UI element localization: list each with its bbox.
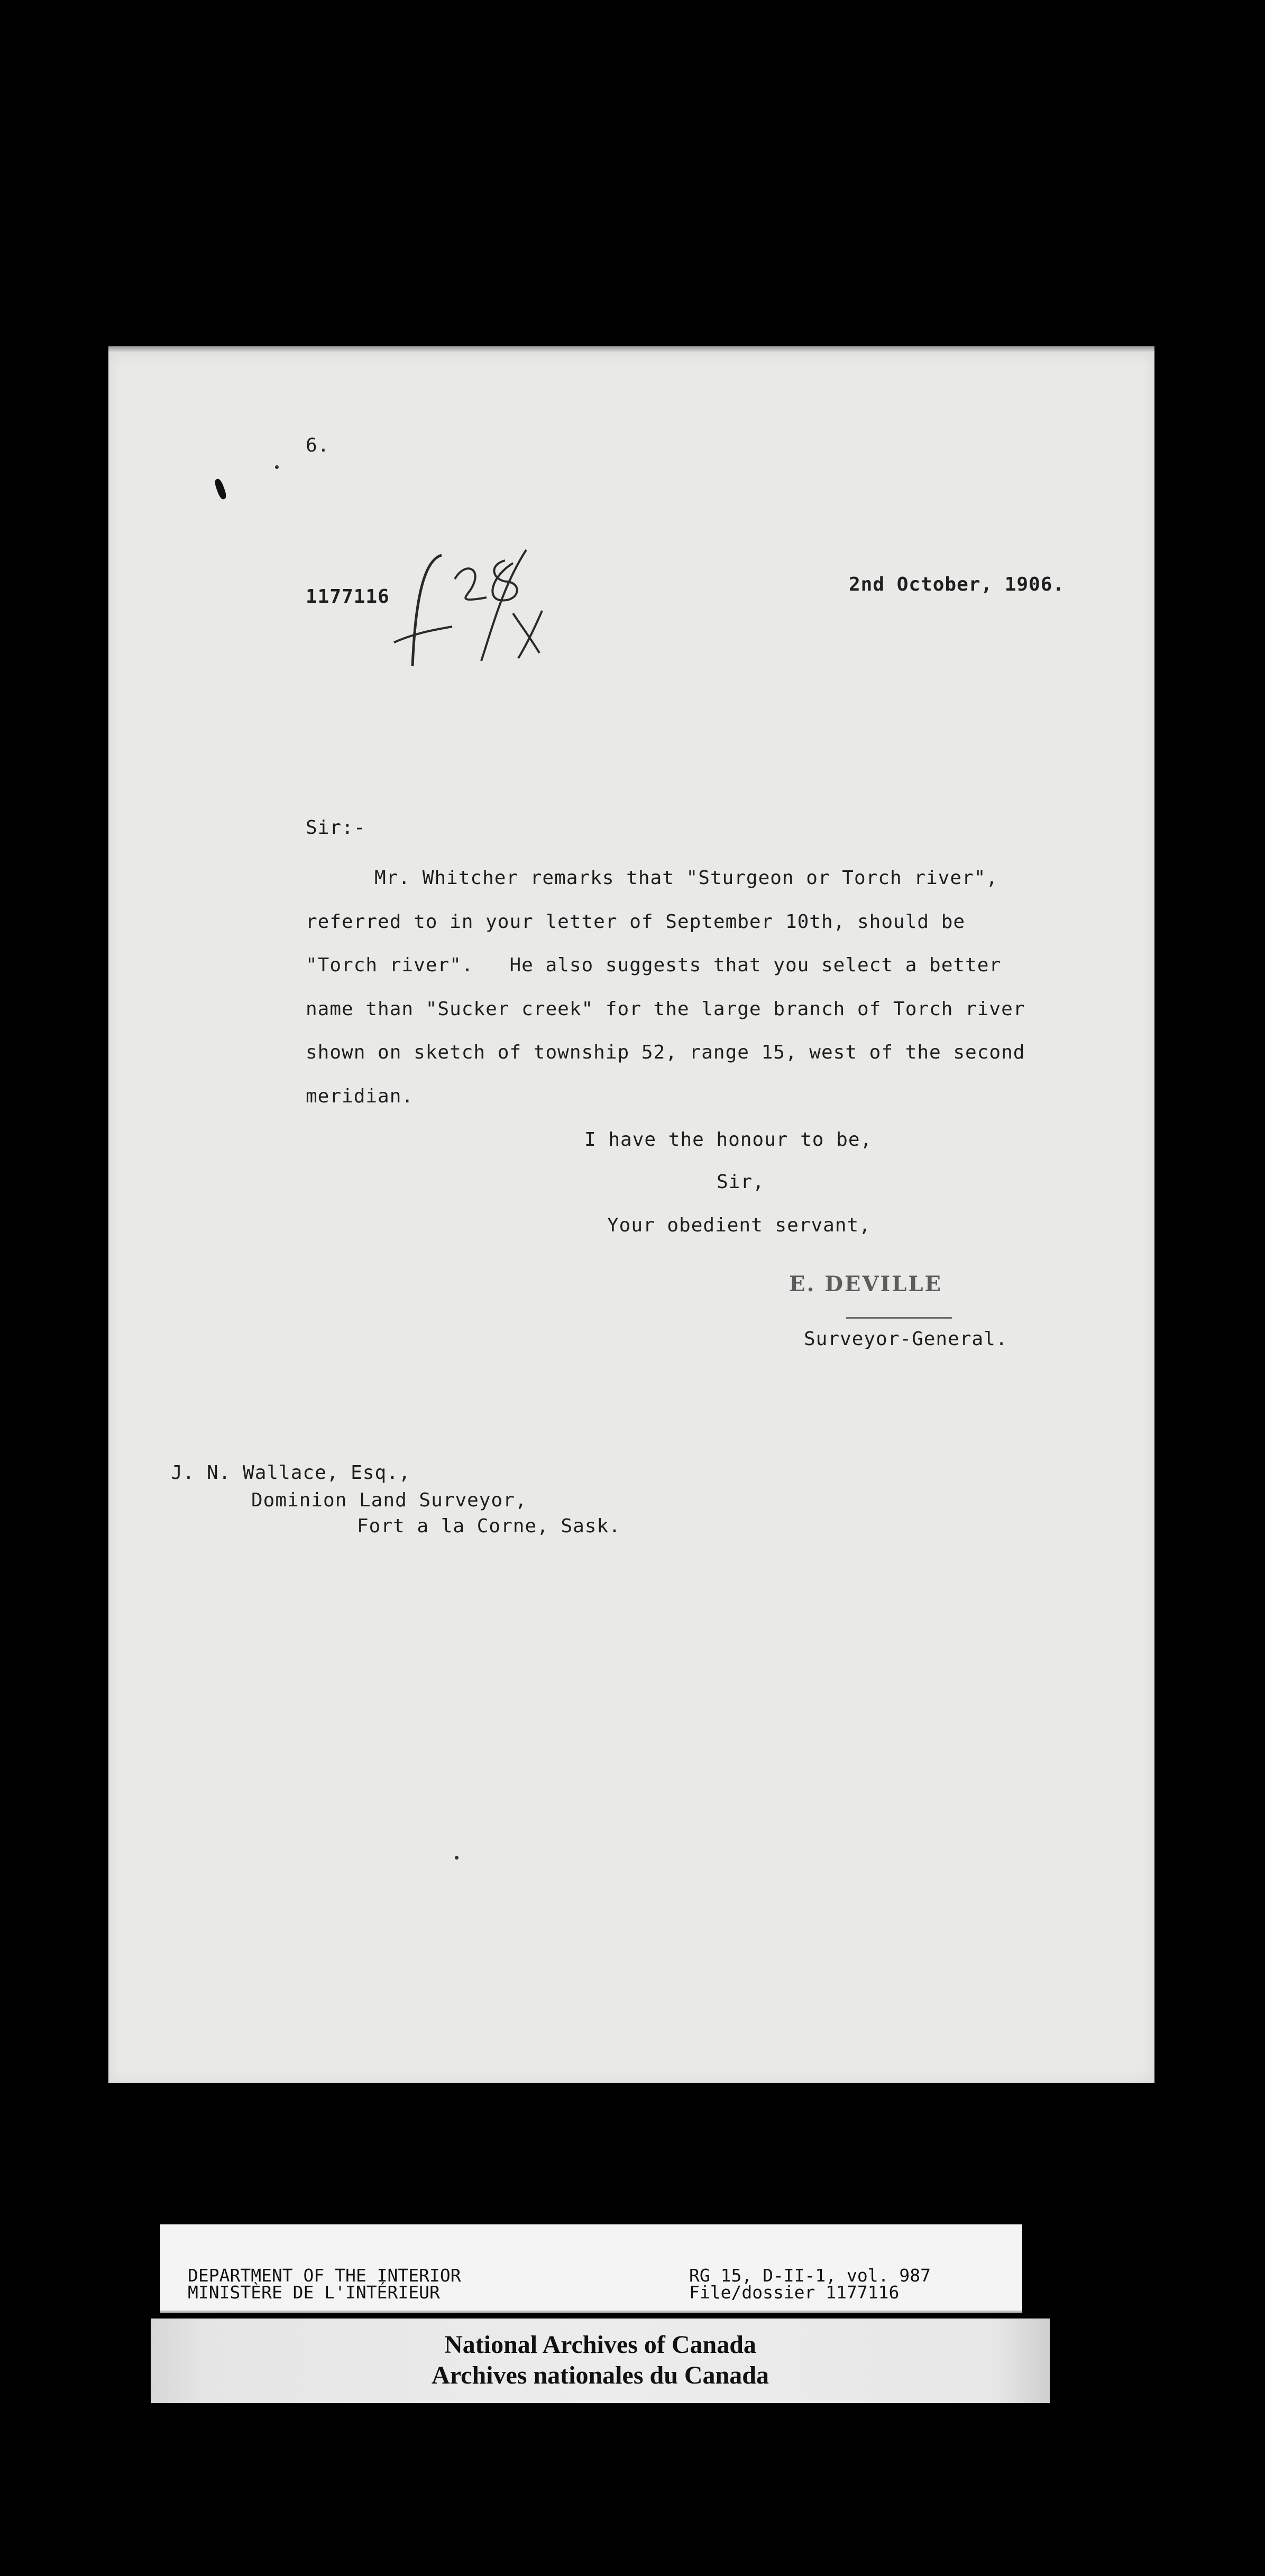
body-line: referred to in your letter of September 10th, should be	[306, 911, 966, 933]
file-number: 1177116	[306, 586, 390, 608]
department-fr: MINISTÈRE DE L'INTÉRIEUR	[188, 2282, 440, 2303]
ink-dot	[455, 1856, 459, 1860]
body-line: name than "Sucker creek" for the large branch of Torch river	[306, 998, 1025, 1020]
ink-dot	[275, 465, 279, 469]
signature-stamp: E. DEVILLE	[789, 1272, 942, 1296]
signature-underline	[846, 1317, 952, 1319]
body-line: Mr. Whitcher remarks that "Sturgeon or Torch river",	[374, 867, 998, 889]
department-en: DEPARTMENT OF THE INTERIOR	[188, 2265, 461, 2286]
handwritten-annotation	[391, 539, 566, 682]
closing-line: Your obedient servant,	[607, 1215, 871, 1236]
address-line: J. N. Wallace, Esq.,	[171, 1462, 411, 1484]
address-line: Fort a la Corne, Sask.	[357, 1515, 621, 1537]
closing-line: I have the honour to be,	[584, 1129, 873, 1151]
body-line: meridian.	[306, 1085, 414, 1107]
body-line: shown on sketch of township 52, range 15, west of the second	[306, 1042, 1025, 1063]
signer-title: Surveyor-General.	[804, 1328, 1008, 1350]
letter-date: 2nd October, 1906.	[849, 574, 1065, 595]
salutation: Sir:-	[306, 817, 366, 839]
archive-reference-label	[160, 2224, 1022, 2313]
closing-line: Sir,	[717, 1171, 765, 1193]
archives-name-fr: Archives nationales du Canada	[432, 2361, 769, 2389]
archives-label	[151, 2319, 1050, 2403]
address-line: Dominion Land Surveyor,	[251, 1489, 527, 1511]
body-line: "Torch river". He also suggests that you select a better	[306, 954, 1002, 976]
file-dossier: File/dossier 1177116	[689, 2282, 900, 2303]
archive-reference: RG 15, D-II-1, vol. 987	[689, 2265, 931, 2286]
page-number: 6.	[306, 435, 330, 456]
archives-name-en: National Archives of Canada	[444, 2331, 756, 2359]
